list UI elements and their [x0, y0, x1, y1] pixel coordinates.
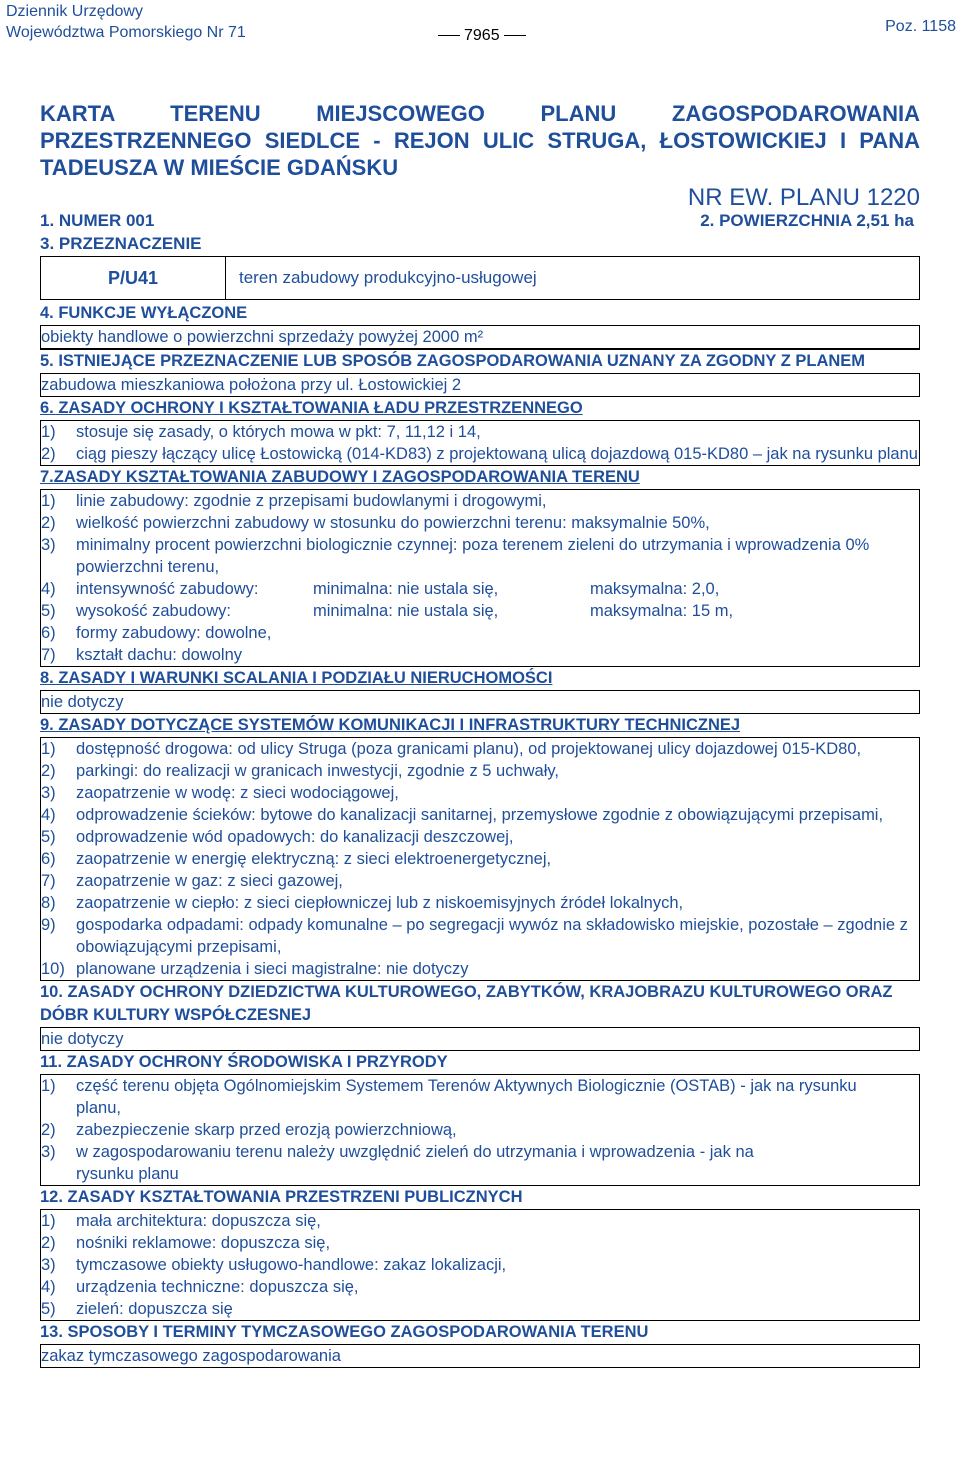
item-number: 3) — [41, 1256, 56, 1274]
item-number: 5) — [41, 1300, 56, 1318]
section-13-heading: 13. SPOSOBY I TERMINY TYMCZASOWEGO ZAGOSPODAROWANIA TERENU — [40, 1323, 649, 1341]
item-text: zaopatrzenie w gaz: z sieci gazowej, — [76, 872, 343, 890]
list-item — [41, 738, 919, 760]
section-6-list — [40, 420, 920, 466]
item-number: 5) — [41, 828, 56, 846]
section-10-text: nie dotyczy — [40, 1027, 920, 1051]
position-number: Poz. 1158 — [885, 18, 956, 35]
item-number: 5) — [41, 602, 56, 620]
section-4 — [40, 301, 920, 350]
purpose-label: 3. PRZEZNACZENIE — [40, 234, 202, 253]
section-8-text: nie dotyczy — [40, 690, 920, 714]
item-text: gospodarka odpadami: odpady komunalne – po segregacji wywóz na składowisko miejskie, pozostałe – zgodnie z obowiązującymi przepisami, — [76, 916, 908, 956]
item-number: 3) — [41, 1143, 56, 1161]
item-number: 3) — [41, 784, 56, 802]
section-12-list — [40, 1209, 920, 1321]
list-item — [41, 421, 919, 443]
list-item — [41, 1210, 919, 1232]
item-text: minimalny procent powierzchni biologicznie czynnej: poza terenem zieleni do utrzymania i wprowadzenia 0% powierzchni terenu, — [76, 536, 870, 576]
section-9-heading: 9. ZASADY DOTYCZĄCE SYSTEMÓW KOMUNIKACJI I INFRASTRUKTURY TECHNICZNEJ — [40, 716, 741, 734]
item-text: stosuje się zasady, o których mowa w pkt: 7, 11,12 i 14, — [76, 423, 481, 441]
section-6-heading: 6. ZASADY OCHRONY I KSZTAŁTOWANIA ŁADU PRZESTRZENNEGO — [40, 399, 583, 417]
list-item — [41, 760, 919, 782]
item-label: wysokość zabudowy: — [76, 602, 231, 620]
section-5 — [40, 350, 920, 397]
list-item — [41, 848, 919, 870]
item-number: 1) — [41, 1212, 56, 1230]
plan-number: NR EW. PLANU 1220 — [687, 184, 920, 211]
item-text: część terenu objęta Ogólnomiejskim Systemem Terenów Aktywnych Biologicznie (OSTAB) - jak na rysunku planu, — [76, 1077, 857, 1117]
item-text: ciąg pieszy łączący ulicę Łostowicką (014-KD83) z projektowaną ulicą dojazdową 015-KD80 – jak na rysunku planu — [76, 445, 918, 463]
list-item — [41, 1141, 919, 1185]
purpose-symbol: P/U41 — [41, 257, 226, 299]
section-12-heading: 12. ZASADY KSZTAŁTOWANIA PRZESTRZENI PUBLICZNYCH — [40, 1188, 523, 1206]
item-number: 4) — [41, 806, 56, 824]
item-number: 1) — [41, 1077, 56, 1095]
section-11-list — [40, 1074, 920, 1186]
list-item — [41, 1298, 919, 1320]
item-number: 2) — [41, 445, 56, 463]
item-number: 2) — [41, 514, 56, 532]
list-item — [41, 512, 919, 534]
section-9 — [40, 714, 920, 981]
list-item — [41, 804, 919, 826]
section-13 — [40, 1321, 920, 1368]
area-number: 1. NUMER 001 — [40, 211, 155, 230]
purpose-box — [40, 256, 920, 300]
item-text: tymczasowe obiekty usługowo-handlowe: zakaz lokalizacji, — [76, 1256, 507, 1274]
list-item — [41, 644, 919, 666]
item-text: odprowadzenie ścieków: bytowe do kanalizacji sanitarnej, przemysłowe zgodnie z obowiązującymi przepisami, — [76, 806, 884, 824]
item-number: 7) — [41, 646, 56, 664]
section-10-heading: 10. ZASADY OCHRONY DZIEDZICTWA KULTUROWEGO, ZABYTKÓW, KRAJOBRAZU KULTUROWEGO ORAZ DÓBR KULTURY WSPÓŁCZESNEJ — [40, 983, 893, 1024]
list-item — [41, 782, 919, 804]
section-7 — [40, 466, 920, 667]
item-text: zaopatrzenie w ciepło: z sieci ciepłowniczej lub z niskoemisyjnych źródeł lokalnych, — [76, 894, 684, 912]
list-item — [41, 1119, 919, 1141]
list-item — [41, 892, 919, 914]
item-number: 7) — [41, 872, 56, 890]
list-item — [41, 600, 919, 622]
card-sections — [40, 301, 920, 1368]
item-text: wielkość powierzchni zabudowy w stosunku do powierzchni terenu: maksymalnie 50%, — [76, 514, 710, 532]
item-text: kształt dachu: dowolny — [76, 646, 243, 664]
journal-name-line1: Dziennik Urzędowy — [6, 3, 143, 20]
section-13-text: zakaz tymczasowego zagospodarowania — [40, 1344, 920, 1368]
journal-name — [6, 1, 246, 43]
list-item — [41, 1232, 919, 1254]
page-number — [434, 25, 530, 46]
item-text: w zagospodarowaniu terenu należy uwzględnić zieleń do utrzymania i wprowadzenia - jak na rysunku planu — [76, 1143, 754, 1183]
item-text: parkingi: do realizacji w granicach inwestycji, zgodnie z 5 uchwały, — [76, 762, 560, 780]
item-min: minimalna: nie ustala się, — [313, 602, 499, 620]
list-item — [41, 578, 919, 600]
item-text: odprowadzenie wód opadowych: do kanalizacji deszczowej, — [76, 828, 514, 846]
item-text: zaopatrzenie w wodę: z sieci wodociągowej, — [76, 784, 399, 802]
section-7-heading: 7.ZASADY KSZTAŁTOWANIA ZABUDOWY I ZAGOSPODAROWANIA TERENU — [40, 468, 640, 486]
item-number: 4) — [41, 1278, 56, 1296]
item-number: 1) — [41, 423, 56, 441]
section-7-list — [40, 489, 920, 667]
dash-right — [504, 35, 526, 36]
list-item — [41, 870, 919, 892]
page-number-text: 7965 — [464, 27, 500, 44]
page-header — [0, 0, 960, 46]
item-number: 6) — [41, 850, 56, 868]
item-text: mała architektura: dopuszcza się, — [76, 1212, 321, 1230]
item-number: 2) — [41, 1234, 56, 1252]
item-number: 10) — [41, 960, 65, 978]
section-4-heading: 4. FUNKCJE WYŁĄCZONE — [40, 304, 248, 322]
list-item — [41, 914, 919, 958]
section-6 — [40, 397, 920, 466]
item-text: urządzenia techniczne: dopuszcza się, — [76, 1278, 359, 1296]
area-size: 2. POWIERZCHNIA 2,51 ha — [700, 211, 914, 230]
list-item — [41, 1254, 919, 1276]
item-number: 4) — [41, 580, 56, 598]
section-4-text: obiekty handlowe o powierzchni sprzedaży powyżej 2000 m² — [40, 325, 920, 349]
item-number: 9) — [41, 916, 56, 934]
item-min: minimalna: nie ustala się, — [313, 580, 499, 598]
item-number: 2) — [41, 1121, 56, 1139]
list-item — [41, 1276, 919, 1298]
item-text: zaopatrzenie w energię elektryczną: z sieci elektroenergetycznej, — [76, 850, 552, 868]
item-text: zabezpieczenie skarp przed erozją powierzchniową, — [76, 1121, 457, 1139]
item-text: zieleń: dopuszcza się — [76, 1300, 233, 1318]
section-11 — [40, 1051, 920, 1186]
item-label: intensywność zabudowy: — [76, 580, 259, 598]
section-8 — [40, 667, 920, 714]
section-9-list — [40, 737, 920, 981]
item-max: maksymalna: 2,0, — [590, 580, 720, 598]
list-item — [41, 534, 919, 578]
section-5-heading: 5. ISTNIEJĄCE PRZEZNACZENIE LUB SPOSÓB ZAGOSPODAROWANIA UZNANY ZA ZGODNY Z PLANEM — [40, 352, 866, 370]
item-text: nośniki reklamowe: dopuszcza się, — [76, 1234, 331, 1252]
section-12 — [40, 1186, 920, 1321]
item-number: 6) — [41, 624, 56, 642]
list-item — [41, 490, 919, 512]
section-10 — [40, 981, 920, 1051]
list-item — [41, 958, 919, 980]
section-11-heading: 11. ZASADY OCHRONY ŚRODOWISKA I PRZYRODY — [40, 1053, 448, 1071]
list-item — [41, 1075, 919, 1119]
list-item — [41, 826, 919, 848]
item-max: maksymalna: 15 m, — [590, 602, 734, 620]
item-text: dostępność drogowa: od ulicy Struga (poza granicami planu), od projektowanej ulicy dojazdowej 015-KD80, — [76, 740, 862, 758]
item-number: 8) — [41, 894, 56, 912]
item-number: 1) — [41, 740, 56, 758]
section-8-heading: 8. ZASADY I WARUNKI SCALANIA I PODZIAŁU NIERUCHOMOŚCI — [40, 669, 553, 687]
item-text: formy zabudowy: dowolne, — [76, 624, 272, 642]
list-item — [41, 622, 919, 644]
item-number: 1) — [41, 492, 56, 510]
dash-left — [438, 35, 460, 36]
item-number: 2) — [41, 762, 56, 780]
document-title: KARTA TERENU MIEJSCOWEGO PLANU ZAGOSPODAROWANIA PRZESTRZENNEGO SIEDLCE - REJON ULIC STRUGA, ŁOSTOWICKIEJ I PANA TADEUSZA W MIEŚCIE GDAŃSKU — [40, 101, 920, 180]
item-text: linie zabudowy: zgodnie z przepisami budowlanymi i drogowymi, — [76, 492, 547, 510]
item-number: 3) — [41, 536, 56, 554]
section-5-text: zabudowa mieszkaniowa położona przy ul. Łostowickiej 2 — [40, 373, 920, 397]
journal-name-line2: Województwa Pomorskiego Nr 71 — [6, 24, 246, 41]
list-item — [41, 443, 919, 465]
purpose-description: teren zabudowy produkcyjno-usługowej — [239, 268, 537, 287]
item-text: planowane urządzenia i sieci magistralne: nie dotyczy — [76, 960, 469, 978]
